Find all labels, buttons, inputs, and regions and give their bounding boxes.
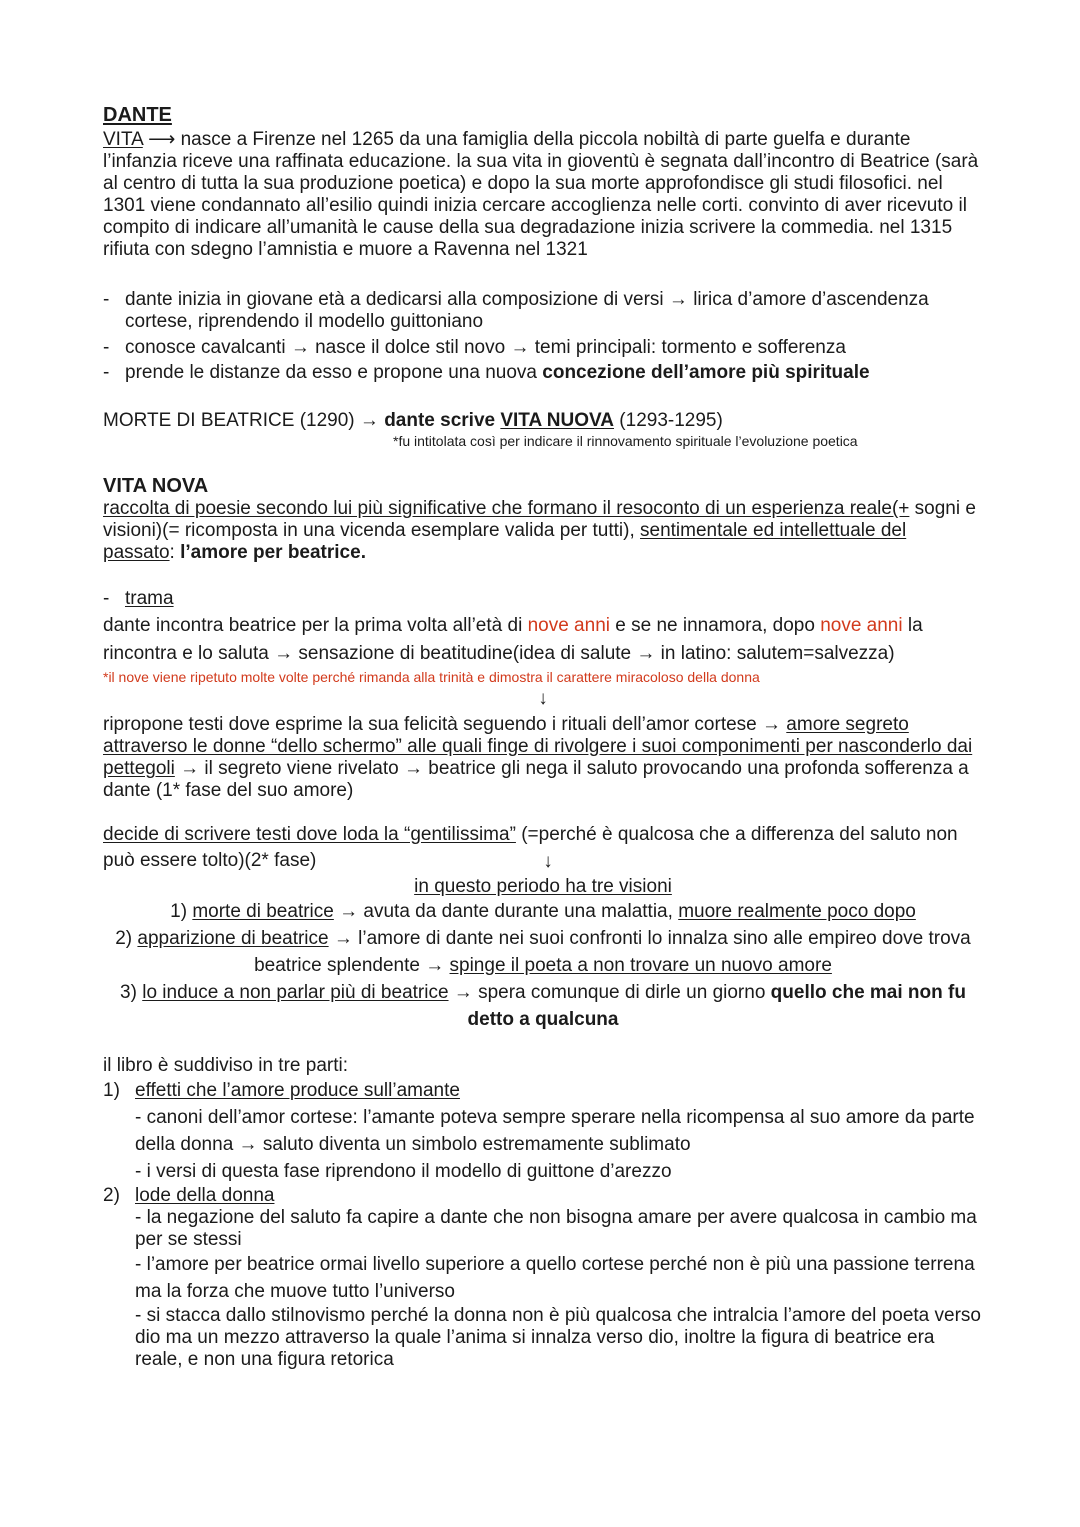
vita-nuova-title: VITA NUOVA [500,410,615,431]
down-arrow-2: ↓ [543,851,553,872]
trama-paragraph: dante incontra beatrice per la prima volta all’età di nove anni e se ne innamora, dopo nove anni la rincontra e lo saluta → sensazione di beatitudine(idea di salute → in latino: salutem=salvezza) [103,615,923,664]
morte-beatrice-line: MORTE DI BEATRICE (1290) → dante scrive VITA NUOVA (1293-1295) [103,410,723,431]
bullet-item: - dante inizia in giovane età a dedicarsi alla composizione di versi → lirica d’amore d’ascendenza cortese, riprendendo il modello guittoniano [103,289,929,332]
trama-paragraph-2: ripropone testi dove esprime la sua felicità seguendo i rituali dell’amor cortese → amore segreto attraverso le donne “dello schermo” alle quali finge di rivolgere i suoi componimenti per nasconderlo dai pettegoli → il segreto viene rivelato → beatrice gli nega il saluto provocando una profonda sofferenza a dante (1* fase del suo amore) [103,714,973,801]
vita-nova-paragraph: raccolta di poesie secondo lui più significative che formano il resoconto di un esperienza reale(+ sogni e visioni)(= ricomposta in una vicenda esemplare valida per tutti), sentimentale ed intellettuale del passato: l’amore per beatrice. [103,498,976,563]
vita-label: VITA [103,129,143,150]
footnote-nove: *il nove viene ripetuto molte volte perché rimanda alla trinità e dimostra il carattere miracoloso della donna [103,669,760,685]
footnote-title: *fu intitolata così per indicare il rinnovamento spirituale l’evoluzione poetica [393,433,858,449]
trama-paragraph-3: decide di scrivere testi dove loda la “gentilissima” (=perché è qualcosa che a differenza del saluto non può essere tolto)(2* fase) [103,824,958,871]
trama-label-item: - trama [103,588,174,609]
part-title: lode della donna [135,1185,275,1206]
bullet-item: - prende le distanze da esso e propone una nuova concezione dell’amore più spirituale [103,362,870,383]
libro-part-2: 2) lode della donna - la negazione del saluto fa capire a dante che non bisogna amare per avere qualcosa in cambio ma per se stessi - l’amore per beatrice ormai livello superiore a quello cortese perché non è più una passione terrena ma la forza che muove tutto l’universo - si stacca dallo stilnovismo perché la donna non è più qualcosa che intralcia l’amore del poeta verso dio ma un mezzo attraverso la quale l’anima si innalza verso dio, inoltre la figura di beatrice era reale, e non una figura retorica [103,1185,981,1370]
vita-arrow: ⟶ [148,129,176,150]
intro-bullet-list [103,289,983,384]
libro-intro: il libro è suddiviso in tre parti: [103,1055,348,1076]
visione-item: 1) morte di beatrice → avuta da dante durante una malattia, muore realmente poco dopo [170,901,916,922]
trama-label: trama [125,588,174,609]
vita-nova-heading: VITA NOVA [103,475,209,497]
visione-item: 2) apparizione di beatrice → l’amore di dante nei suoi confronti lo innalza sino alle empireo dove trova beatrice splendente → spinge il poeta a non trovare un nuovo amore [115,928,971,976]
libro-part-1: 1) effetti che l’amore produce sull’amante - canoni dell’amor cortese: l’amante poteva sempre sperare nella ricompensa al suo amore da parte della donna → saluto diventa un simbolo estremamente sublimato - i versi di questa fase riprendono il modello di guittone d’arezzo [103,1080,975,1182]
vita-text: nasce a Firenze nel 1265 da una famiglia della piccola nobiltà di parte guelfa e durante l’infanzia riceve una raffinata educazione. la sua vita in gioventù è segnata dall’incontro di Beatrice (sarà al centro di tutta la sua produzione poetica) e dopo la sua morte approfondisce gli studi filosofici. nel 1301 viene condannato all’esilio quindi inizia cercare accoglienza nelle corti. convinto di aver ricevuto il compito di indicare all’umanità le cause della sua degradazione inizia scrivere la commedia. nel 1315 rifiuta con sdegno l’amnistia e muore a Ravenna nel 1321 [103,129,979,260]
visione-item: 3) lo induce a non parlar più di beatrice → spera comunque di dirle un giorno quello che mai non fu detto a qualcuna [120,982,966,1030]
visioni-list [103,898,983,1033]
part-title: effetti che l’amore produce sull’amante [135,1080,460,1101]
bullet-item: - conosce cavalcanti → nasce il dolce stil novo → temi principali: tormento e sofferenza [103,337,846,358]
page-title: DANTE [103,104,172,126]
down-arrow: ↓ [538,688,548,709]
document-page [103,103,983,1371]
visioni-heading: in questo periodo ha tre visioni [414,876,672,897]
vita-paragraph [103,129,983,261]
